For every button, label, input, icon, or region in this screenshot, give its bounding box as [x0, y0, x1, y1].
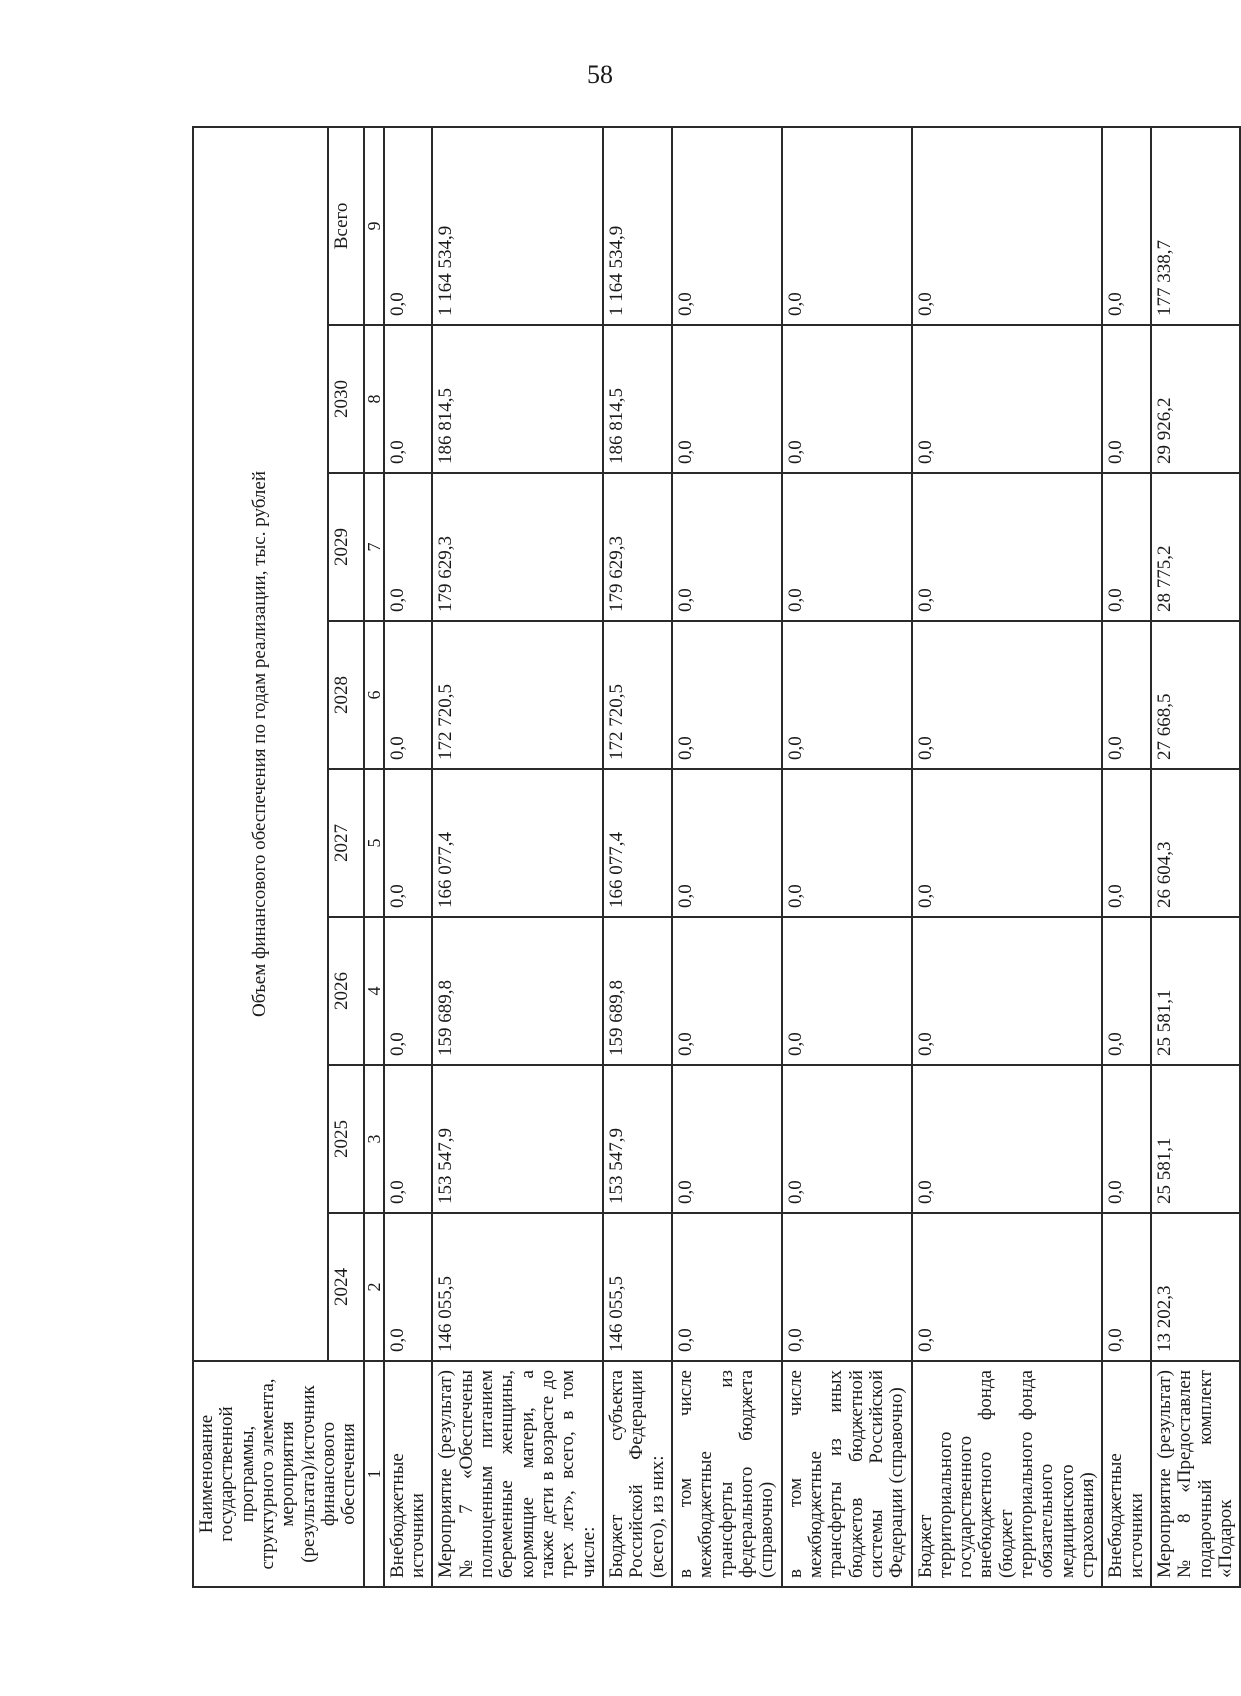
row-value: 0,0 — [1102, 1213, 1151, 1361]
column-number: 6 — [364, 621, 384, 769]
row-value: 0,0 — [782, 621, 912, 769]
row-value: 0,0 — [782, 1065, 912, 1213]
row-value: 0,0 — [912, 769, 1103, 917]
table-row — [603, 127, 672, 1587]
row-value: 0,0 — [384, 917, 433, 1065]
header-year: 2030 — [328, 325, 364, 473]
row-value: 159 689,8 — [603, 917, 672, 1065]
page-number: 58 — [587, 60, 613, 89]
header-year: 2027 — [328, 769, 364, 917]
row-value: 172 720,5 — [603, 621, 672, 769]
table-row — [1102, 127, 1151, 1587]
row-value: 0,0 — [1102, 769, 1151, 917]
row-value: 29 926,2 — [1151, 325, 1240, 473]
row-value: 0,0 — [672, 473, 782, 621]
row-value: 153 547,9 — [432, 1065, 603, 1213]
row-value: 153 547,9 — [603, 1065, 672, 1213]
header-group-title: Объем финансового обеспечения по годам реализации, тыс. рублей — [193, 127, 328, 1361]
row-value: 0,0 — [672, 917, 782, 1065]
row-value: 0,0 — [384, 769, 433, 917]
row-value: 0,0 — [1102, 473, 1151, 621]
row-value: 166 077,4 — [432, 769, 603, 917]
row-value: 159 689,8 — [432, 917, 603, 1065]
row-value: 0,0 — [672, 769, 782, 917]
row-value: 0,0 — [384, 1065, 433, 1213]
column-number: 1 — [364, 1361, 384, 1587]
row-value: 179 629,3 — [432, 473, 603, 621]
row-value: 0,0 — [782, 917, 912, 1065]
row-value: 179 629,3 — [603, 473, 672, 621]
row-value: 177 338,7 — [1151, 127, 1240, 325]
row-value: 0,0 — [912, 621, 1103, 769]
row-value: 186 814,5 — [603, 325, 672, 473]
row-value: 0,0 — [1102, 917, 1151, 1065]
row-value: 146 055,5 — [432, 1213, 603, 1361]
row-value: 0,0 — [782, 1213, 912, 1361]
row-value: 0,0 — [384, 325, 433, 473]
row-value: 0,0 — [672, 1213, 782, 1361]
row-value: 0,0 — [1102, 127, 1151, 325]
row-value: 0,0 — [1102, 325, 1151, 473]
row-value: 0,0 — [672, 1065, 782, 1213]
column-number: 2 — [364, 1213, 384, 1361]
row-value: 0,0 — [672, 127, 782, 325]
row-value: 0,0 — [1102, 1065, 1151, 1213]
row-value: 26 604,3 — [1151, 769, 1240, 917]
row-value: 25 581,1 — [1151, 917, 1240, 1065]
column-number: 5 — [364, 769, 384, 917]
column-number: 7 — [364, 473, 384, 621]
financing-table — [192, 126, 1241, 1588]
row-value: 0,0 — [912, 473, 1103, 621]
table-row — [672, 127, 782, 1587]
header-year: 2025 — [328, 1065, 364, 1213]
header-name-column: Наименование государственной программы, структурного элемента, мероприятия (результата)/источник финансового обеспечения — [193, 1361, 364, 1587]
row-value: 0,0 — [912, 1065, 1103, 1213]
table-row — [1151, 127, 1240, 1587]
row-value: 0,0 — [912, 1213, 1103, 1361]
row-name: в том числе межбюджетные трансферты из иных бюджетов бюджетной системы Российской Федерации (справочно) — [782, 1361, 912, 1587]
header-year: 2028 — [328, 621, 364, 769]
row-value: 0,0 — [782, 325, 912, 473]
row-value: 25 581,1 — [1151, 1065, 1240, 1213]
row-value: 0,0 — [384, 621, 433, 769]
column-number: 9 — [364, 127, 384, 325]
row-value: 0,0 — [384, 473, 433, 621]
row-value: 0,0 — [384, 127, 433, 325]
table-row — [912, 127, 1103, 1587]
row-name: Мероприятие (результат) № 7 «Обеспечены полноценным питанием беременные женщины, кормящие матери, а также дети в возрасте до трех лет», всего, в том числе: — [432, 1361, 603, 1587]
row-value: 13 202,3 — [1151, 1213, 1240, 1361]
table-row — [432, 127, 603, 1587]
row-value: 0,0 — [912, 325, 1103, 473]
column-number: 8 — [364, 325, 384, 473]
row-value: 0,0 — [912, 127, 1103, 325]
header-year: 2024 — [328, 1213, 364, 1361]
row-name: Мероприятие (результат) № 8 «Предоставлен подарочный комплект «Подарок — [1151, 1361, 1240, 1587]
header-year: 2026 — [328, 917, 364, 1065]
column-number: 4 — [364, 917, 384, 1065]
rotated-table-container — [192, 128, 1237, 1588]
row-value: 0,0 — [384, 1213, 433, 1361]
row-name: Внебюджетные источники — [384, 1361, 433, 1587]
row-name: Внебюджетные источники — [1102, 1361, 1151, 1587]
row-value: 0,0 — [1102, 621, 1151, 769]
row-name: в том числе межбюджетные трансферты из федерального бюджета (справочно) — [672, 1361, 782, 1587]
header-year: 2029 — [328, 473, 364, 621]
row-value: 0,0 — [782, 127, 912, 325]
row-name: Бюджет субъекта Российской Федерации (всего), из них: — [603, 1361, 672, 1587]
row-value: 0,0 — [672, 621, 782, 769]
row-name: Бюджет территориального государственного внебюджетного фонда (бюджет территориального фонда обязательного медицинского страхования) — [912, 1361, 1103, 1587]
row-value: 172 720,5 — [432, 621, 603, 769]
header-total: Всего — [328, 127, 364, 325]
row-value: 1 164 534,9 — [432, 127, 603, 325]
row-value: 0,0 — [782, 769, 912, 917]
table-row — [384, 127, 433, 1587]
row-value: 28 775,2 — [1151, 473, 1240, 621]
row-value: 186 814,5 — [432, 325, 603, 473]
row-value: 0,0 — [782, 473, 912, 621]
table-row — [782, 127, 912, 1587]
row-value: 0,0 — [912, 917, 1103, 1065]
row-value: 0,0 — [672, 325, 782, 473]
row-value: 146 055,5 — [603, 1213, 672, 1361]
row-value: 1 164 534,9 — [603, 127, 672, 325]
row-value: 27 668,5 — [1151, 621, 1240, 769]
row-value: 166 077,4 — [603, 769, 672, 917]
column-number: 3 — [364, 1065, 384, 1213]
